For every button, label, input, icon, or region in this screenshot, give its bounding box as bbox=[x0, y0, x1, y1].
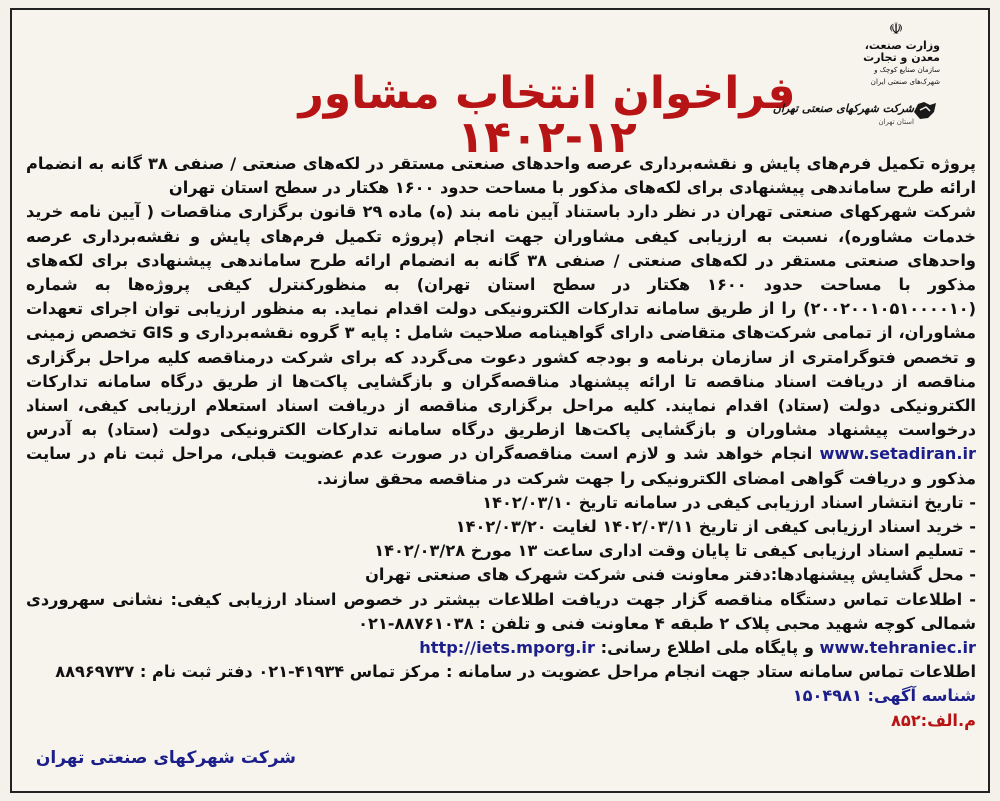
list-item: - محل گشایش پیشنهادها:دفتر معاونت فنی شرکت شهرک های صنعتی تهران bbox=[26, 563, 976, 587]
iran-emblem-icon: ☫ bbox=[888, 19, 904, 38]
list-item: - اطلاعات تماس دستگاه مناقصه گزار جهت دریافت اطلاعات بیشتر در خصوص اسناد ارزیابی کیفی: نشانی سهروردی شمالی کوچه شهید محبی پلاک ۲ طبقه ۴ معاونت فنی و تلفن : ۸۸۷۶۱۰۳۸-۰۲۱ bbox=[26, 588, 976, 636]
ref-code: م.الف:۸۵۲ bbox=[890, 710, 976, 730]
iets-url-link[interactable]: http://iets.mporg.ir bbox=[419, 638, 595, 658]
ministry-subtitle: سازمان صنایع کوچک و شهرک‌های صنعتی ایران bbox=[870, 66, 940, 86]
company-logo-name: شرکت شهرکهای صنعتی تهران bbox=[772, 102, 914, 115]
setad-contact-paragraph: اطلاعات تماس سامانه ستاد جهت انجام مراحل عضویت در سامانه : مرکز تماس ۴۱۹۳۴-۰۲۱ دفتر ثبت نام : ۸۸۹۶۹۷۳۷ bbox=[55, 662, 976, 682]
main-text-after-url: انجام خواهد شد و لازم است مناقصه‌گران در صورت عدم عضویت قبلی، مراحل ثبت نام در سایت مذکور و دریافت گواهی امضای الکترونیکی را جهت شرکت در مناقصه محقق سازند. bbox=[26, 444, 976, 488]
ministry-logo bbox=[850, 19, 940, 86]
intro-paragraph: پروژه تکمیل فرم‌های پایش و نقشه‌برداری عرصه واحدهای صنعتی مستقر در لکه‌های صنعتی / صنفی ۳۸ گانه به انضمام ارائه طرح ساماندهی پیشنهادی برای لکه‌های مذکور با مساحت حدود ۱۶۰۰ هکتار در سطح استان تهران bbox=[26, 154, 976, 198]
main-text-before-url: شرکت شهرکهای صنعتی تهران در نظر دارد باستناد آیین نامه بند (ه) ماده ۲۹ قانون برگزاری مناقصات ( آیین نامه خرید خدمات مشاوره)، نسبت به ارزیابی کیفی مشاوران جهت انجام (پروژه تکمیل فرم‌های پایش و نقشه‌برداری عرصه واحدهای صنعتی مستقر در لکه‌های صنعتی / صنفی ۳۸ گانه به انضمام ارائه طرح ساماندهی پیشنهادی برای لکه‌های مذکور با مساحت حدود ۱۶۰۰ هکتار در سطح استان تهران) به منظورکنترل کیفی پروژه‌ها به شماره (۲۰۰۲۰۰۱۰۵۱۰۰۰۰۱۰) را از طریق سامانه تدارکات الکترونیکی دولت اقدام نماید. به منظور ارزیابی توان اجرای تعهدات مشاوران، از تمامی شرکت‌های متقاضی دارای گواهینامه صلاحیت شامل : پایه ۳ گروه نقشه‌برداری و GIS تخصص زمینی و تخصص فتوگرامتری از سازمان برنامه و بودجه کشور دعوت می‌گردد که برای شرکت درمناقصه کلیه مراحل برگزاری مناقصه از دریافت اسناد مناقصه تا ارائه پیشنهاد مناقصه‌گران و بازگشایی پاکت‌ها از طریق درگاه سامانه تدارکات الکترونیکی دولت (ستاد) اقدام نمایند. کلیه مراحل برگزاری مناقصه از دریافت اسناد استعلام ارزیابی کیفی، اسناد درخواست پیشنهاد مشاوران و بازگشایی پاکت‌ها ازطریق درگاه سامانه تدارکات الکترونیکی دولت (ستاد) به آدرس bbox=[26, 202, 977, 440]
ministry-name: وزارت صنعت، معدن و تجارت bbox=[863, 39, 940, 64]
national-portal-label: و پایگاه ملی اطلاع رسانی: bbox=[600, 638, 814, 658]
page-title: فراخوان انتخاب مشاور ۱۲-۱۴۰۲ bbox=[298, 68, 796, 163]
header bbox=[12, 10, 988, 163]
schedule-list bbox=[26, 491, 976, 636]
ad-id: شناسه آگهی: ۱۵۰۴۹۸۱ bbox=[792, 686, 976, 706]
list-item: - خرید اسناد ارزیابی کیفی از تاریخ ۱۴۰۲/۰۳/۱۱ لغایت ۱۴۰۲/۰۳/۲۰ bbox=[26, 515, 976, 539]
advertisement-body bbox=[26, 152, 976, 733]
company-logo bbox=[772, 94, 944, 134]
map-logo-icon bbox=[912, 98, 938, 122]
company-logo-sub: استان تهران bbox=[878, 118, 914, 126]
tehraniec-url-link[interactable]: www.tehraniec.ir bbox=[819, 638, 976, 658]
company-signature: شرکت شهرکهای صنعتی تهران bbox=[35, 748, 296, 768]
setad-url-link[interactable]: www.setadiran.ir bbox=[819, 444, 976, 464]
advertisement-frame bbox=[10, 8, 990, 793]
list-item: - تسلیم اسناد ارزیابی کیفی تا پایان وقت اداری ساعت ۱۳ مورخ ۱۴۰۲/۰۳/۲۸ bbox=[26, 539, 976, 563]
main-paragraph bbox=[26, 200, 976, 490]
list-item: - تاریخ انتشار اسناد ارزیابی کیفی در سامانه تاریخ ۱۴۰۲/۰۳/۱۰ bbox=[26, 491, 976, 515]
websites-line bbox=[26, 636, 976, 660]
